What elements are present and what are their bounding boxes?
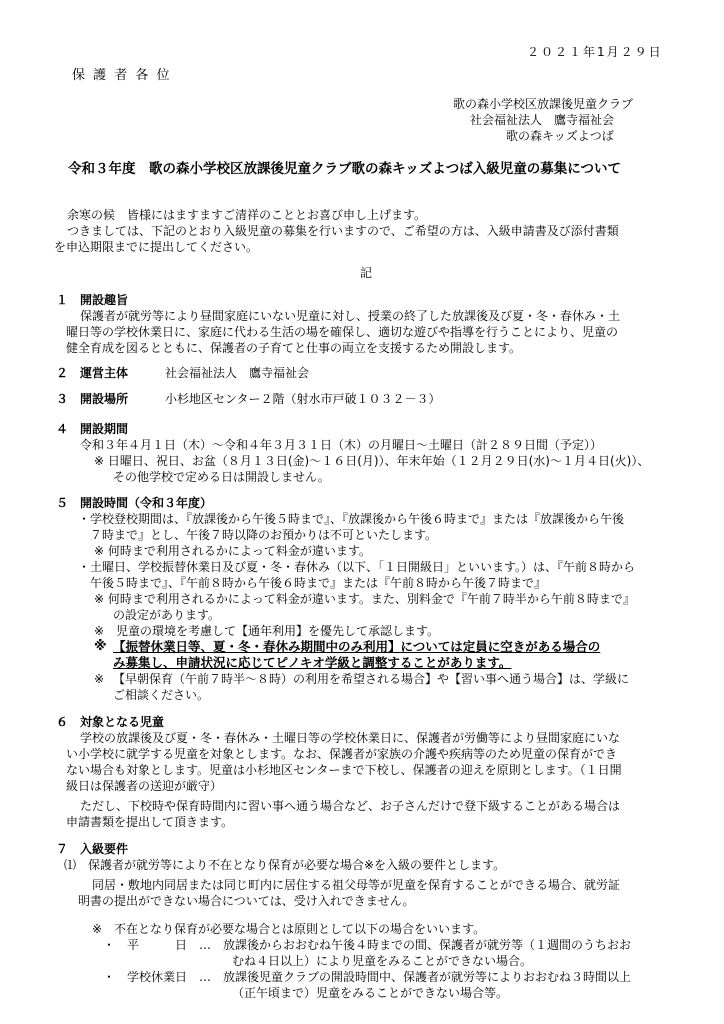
section-7-heading: 入級要件 (80, 842, 129, 856)
section-4-line: その他学校で定める日は開設しません。 (113, 470, 330, 484)
section-5-emphasis: み募集し、申請状況に応じてピノキオ学級と調整することがあります。 (113, 655, 512, 670)
sender-line-2: 社会福祉法人 鷹寺福祉会 (470, 113, 615, 127)
section-7-line: ※ 不在となり保育が必要な場合とは原則として以下の場合をいいます。 (92, 922, 486, 936)
section-1-line: 健全育成を図るとともに、保護者の子育てと仕事の両立を支援するため開設します。 (66, 341, 522, 355)
section-7-line: むね４日以上）により児童をみることができない場合。 (232, 954, 533, 968)
section-7-line: 明書の提出ができない場合については、受け入れできません。 (78, 894, 415, 908)
greeting-line-2: つきましては、下記のとおり入級児童の募集を行いますので、ご希望の方は、入級申請書及び添付書類 (67, 224, 619, 238)
greeting-line-1: 余寒の候 皆様にはますますご清祥のこととお喜び申し上げます。 (67, 208, 427, 222)
section-5-number: ５ (56, 496, 69, 510)
section-5-line: ※ 何時まで利用されるかによって料金が違います。 (94, 544, 371, 558)
section-6-heading: 対象となる児童 (80, 715, 165, 729)
section-1-heading: 開設趣旨 (80, 293, 129, 307)
section-1-line: 保護者が就労等により昼間家庭にいない児童に対し、授業の終了した放課後及び夏・冬・春休み・土 (80, 309, 621, 323)
section-6-line: 学校の放課後及び夏・冬・春休み・土曜日等の学校休業日に、保護者が労働等により昼間家庭にいな (80, 731, 621, 745)
sender-line-1: 歌の森小学校区放課後児童クラブ (453, 97, 634, 111)
section-3-value: 小杉地区センター２階（射水市戸破１０３２－３） (165, 392, 441, 406)
section-4-number: ４ (56, 422, 69, 436)
section-5-line: ※ 何時まで利用されるかによって料金が違います。また、別料金で『午前７時半から午前８時まで』 (94, 592, 635, 606)
section-2-number: ２ (56, 366, 69, 380)
date: ２０２１年1月２９日 (527, 45, 663, 59)
section-5-line: の設定があります。 (113, 608, 221, 622)
section-5-note-mark: ※ (94, 639, 107, 654)
section-7-line: 同居・敷地内同居または同じ町内に居住する祖父母等が児童を保育することができる場合、就労証 (92, 878, 621, 892)
section-5-emphasis: 【振替休業日等、夏・冬・春休み期間中のみ利用】については定員に空きがある場合の (113, 639, 601, 654)
section-6-line: ない場合も対象とします。児童は小杉地区センターまで下校し、保護者の迎えを原則とします。（１日開 (66, 763, 622, 777)
section-1-number: １ (56, 293, 69, 307)
section-7-line: ・ 学校休業日 … 放課後児童クラブの開設時間中、保護者が就労等によりおおむね３時間以上 (103, 970, 632, 984)
section-5-note-mark: ※ (94, 672, 105, 686)
section-4-heading: 開設期間 (80, 422, 129, 436)
section-7-line: ⑴ 保護者が就労等により不在となり保育が必要な場合※を入級の要件とします。 (64, 858, 506, 872)
section-6-line: 級日は保護者の送迎が厳守） (66, 779, 223, 793)
document-title: 令和３年度 歌の森小学校区放課後児童クラブ歌の森キッズよつば入級児童の募集について (68, 161, 621, 177)
section-5-line: 【早朝保育（午前７時半～８時）の利用を希望される場合】や【習い事へ通う場合】は、学級に (113, 672, 630, 686)
section-2-heading: 運営主体 (80, 366, 129, 380)
section-7-line: （正午頃まで）児童をみることができない場合等。 (232, 986, 509, 1000)
section-3-heading: 開設場所 (80, 392, 129, 406)
section-5-line: 午後５時まで』、『午前８時から午後６時まで』または『午前８時から午後７時まで』 (90, 576, 547, 590)
section-5-line: ※ 児童の環境を考慮して【通年利用】を優先して承認します。 (94, 624, 440, 638)
section-7-number: ７ (56, 842, 69, 856)
greeting-line-3: を申込期限までに提出してください。 (54, 240, 259, 254)
section-7-line: ・ 平 日 … 放課後からおおむね午後４時までの間、保護者が就労等（１週間のうちおお (103, 938, 632, 952)
section-4-line: ※ 日曜日、祝日、お盆（８月１３日(金)～１６日(月)）、年末年始（１２月２９日(水)～１月４日(火)）、 (94, 454, 650, 468)
addressee: 保 護 者 各 位 (72, 68, 172, 83)
section-2-value: 社会福祉法人 鷹寺福祉会 (165, 366, 310, 380)
sender-line-3: 歌の森キッズよつば (506, 129, 614, 143)
section-5-line: ・土曜日、学校振替休業日及び夏・冬・春休み（以下、「１日開級日」といいます。）は、『午前８時から (78, 560, 636, 574)
section-4-line: 令和３年４月１日（木）～令和４年３月３１日（木）の月曜日～土曜日（計２８９日間（予定）） (80, 438, 603, 452)
section-6-line: 申請書類を提出して頂きます。 (66, 815, 234, 829)
section-6-line: ただし、下校時や保育時間内に習い事へ通う場合など、お子さんだけで登下級することがある場合は (80, 799, 621, 813)
section-5-line: ・学校登校期間は、『放課後から午後５時まで』、『放課後から午後６時まで』または『放課後から午後 (78, 512, 625, 526)
section-6-line: い小学校に就学する児童を対象とします。なお、保護者が家族の介護や疾病等のため児童の保育ができ (66, 747, 618, 761)
section-1-line: 曜日等の学校休業日に、家庭に代わる生活の場を確保し、適切な遊びや指導を行うことにより、児童の (66, 325, 619, 339)
section-6-number: ６ (56, 715, 69, 729)
section-5-line: ご相談ください。 (113, 688, 210, 702)
section-5-heading: 開設時間（令和３年度） (80, 496, 213, 510)
section-5-line: ７時まで』とし、午後７時以降のお預かりは不可といたします。 (90, 528, 438, 542)
section-3-number: ３ (56, 392, 69, 406)
ki-mark: 記 (360, 266, 373, 280)
